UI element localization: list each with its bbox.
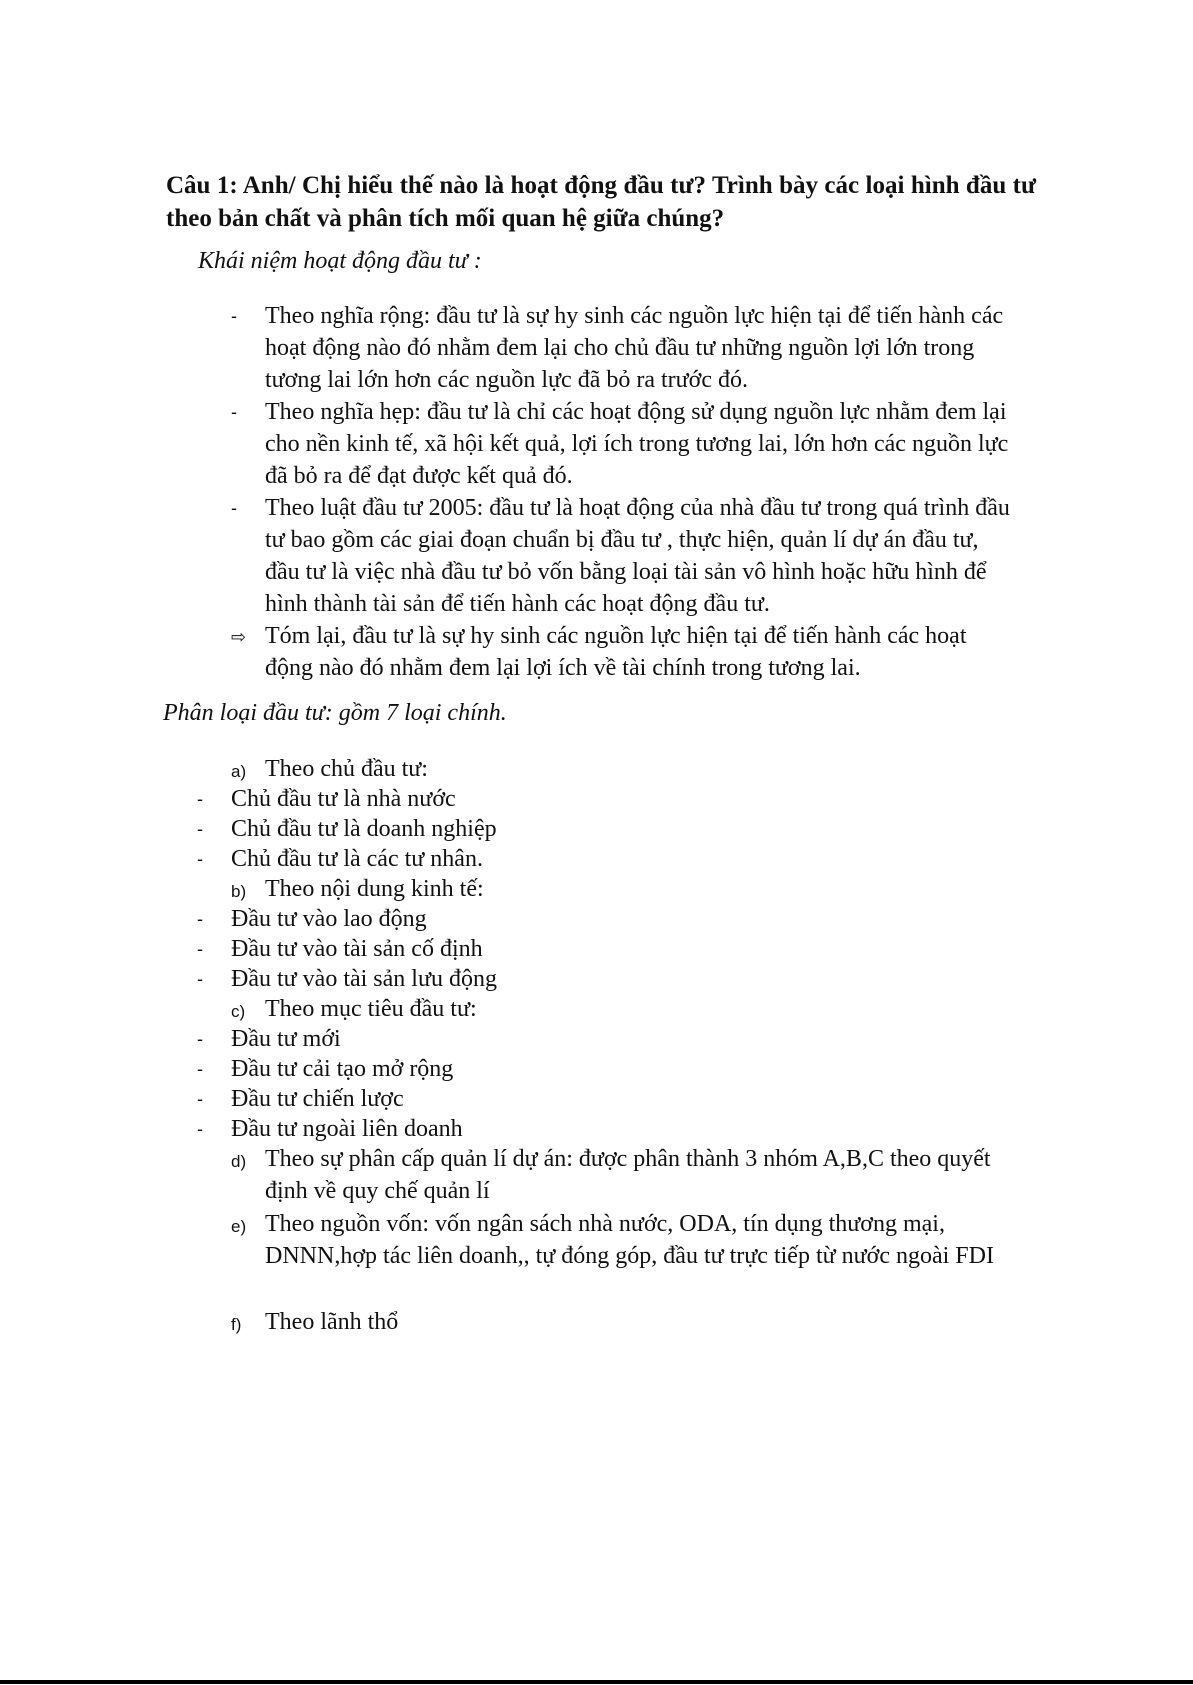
concept-item-summary	[231, 620, 1010, 684]
concept-title: Khái niệm hoạt động đầu tư :	[198, 248, 482, 274]
arrow-icon: ⇨	[231, 627, 247, 647]
concept-item-text: Theo luật đầu tư 2005: đầu tư là hoạt động của nhà đầu tư trong quá trình đầu tư bao gồm các giai đoạn chuẩn bị đầu tư , thực hiện, quản lí dự án đầu tư, đầu tư là việc nhà đầu tư bỏ vốn bằng loại tài sản vô hình hoặc hữu hình để hình thành tài sản để tiến hành các hoạt động đầu tư.	[265, 495, 1010, 617]
dash-marker: -	[197, 1059, 203, 1079]
list-item	[197, 1053, 454, 1085]
category-label: Theo mục tiêu đầu tư:	[265, 996, 477, 1022]
category-objective	[231, 993, 477, 1025]
list-item	[197, 963, 497, 995]
list-item-text: Đầu tư vào lao động	[231, 906, 427, 932]
dash-marker: -	[197, 1089, 203, 1109]
category-territory	[231, 1306, 399, 1338]
list-item-text: Đầu tư chiến lược	[231, 1086, 404, 1112]
dash-marker: -	[231, 498, 237, 518]
list-item	[197, 1113, 463, 1145]
question-heading: Câu 1: Anh/ Chị hiểu thế nào là hoạt động đầu tư? Trình bày các loại hình đầu tư theo bản chất và phân tích mối quan hệ giữa chúng?	[166, 172, 1036, 232]
list-item-text: Chủ đầu tư là doanh nghiệp	[231, 816, 497, 842]
list-item-text: Đầu tư cải tạo mở rộng	[231, 1056, 454, 1082]
dash-marker: -	[231, 402, 237, 422]
dash-marker: -	[197, 1119, 203, 1139]
dash-marker: -	[231, 306, 237, 326]
list-item-text: Đầu tư ngoài liên doanh	[231, 1116, 463, 1142]
concept-item-text: Theo nghĩa hẹp: đầu tư là chỉ các hoạt động sử dụng nguồn lực nhằm đem lại cho nền kinh tế, xã hội kết quả, lợi ích trong tương lai, lớn hơn các nguồn lực đã bỏ ra để đạt được kết quả đó.	[265, 399, 1009, 489]
letter-marker: f)	[231, 1315, 242, 1334]
bottom-border	[0, 1680, 1193, 1684]
list-item	[197, 843, 483, 875]
category-label: Theo lãnh thổ	[265, 1309, 399, 1335]
category-owner	[231, 753, 428, 785]
list-item	[197, 903, 427, 935]
category-management	[231, 1143, 1010, 1207]
dash-marker: -	[197, 909, 203, 929]
list-item	[197, 933, 483, 965]
dash-marker: -	[197, 849, 203, 869]
letter-marker: a)	[231, 762, 247, 781]
list-item	[197, 783, 456, 815]
list-item-text: Đầu tư mới	[231, 1026, 341, 1052]
category-label: Theo sự phân cấp quản lí dự án: được phân thành 3 nhóm A,B,C theo quyết định về quy chế quản lí	[265, 1146, 991, 1204]
category-capital-source	[231, 1208, 1010, 1272]
category-label: Theo chủ đầu tư:	[265, 756, 428, 782]
letter-marker: e)	[231, 1217, 247, 1236]
list-item	[197, 1083, 404, 1115]
category-economic	[231, 873, 484, 905]
list-item-text: Đầu tư vào tài sản cố định	[231, 936, 483, 962]
dash-marker: -	[197, 939, 203, 959]
category-label: Theo nội dung kinh tế:	[265, 876, 484, 902]
category-label: Theo nguồn vốn: vốn ngân sách nhà nước, ODA, tín dụng thương mại, DNNN,hợp tác liên doanh,, tự đóng góp, đầu tư trực tiếp từ nước ngoài FDI	[265, 1211, 994, 1269]
concept-item-law	[231, 492, 1010, 620]
letter-marker: d)	[231, 1152, 247, 1171]
list-item	[197, 813, 497, 845]
list-item-text: Chủ đầu tư là các tư nhân.	[231, 846, 483, 872]
concept-item-broad	[231, 300, 1010, 396]
classification-title: Phân loại đầu tư: gồm 7 loại chính.	[163, 700, 507, 726]
letter-marker: c)	[231, 1002, 246, 1021]
concept-item-text: Theo nghĩa rộng: đầu tư là sự hy sinh các nguồn lực hiện tại để tiến hành các hoạt động nào đó nhằm đem lại cho chủ đầu tư những nguồn lợi lớn trong tương lai lớn hơn các nguồn lực đã bỏ ra trước đó.	[265, 303, 1004, 393]
list-item	[197, 1023, 341, 1055]
list-item-text: Đầu tư vào tài sản lưu động	[231, 966, 497, 992]
dash-marker: -	[197, 969, 203, 989]
dash-marker: -	[197, 819, 203, 839]
dash-marker: -	[197, 1029, 203, 1049]
dash-marker: -	[197, 789, 203, 809]
concept-item-text: Tóm lại, đầu tư là sự hy sinh các nguồn lực hiện tại để tiến hành các hoạt động nào đó nhằm đem lại lợi ích về tài chính trong tương lai.	[265, 623, 967, 681]
letter-marker: b)	[231, 882, 247, 901]
concept-item-narrow	[231, 396, 1010, 492]
list-item-text: Chủ đầu tư là nhà nước	[231, 786, 456, 812]
